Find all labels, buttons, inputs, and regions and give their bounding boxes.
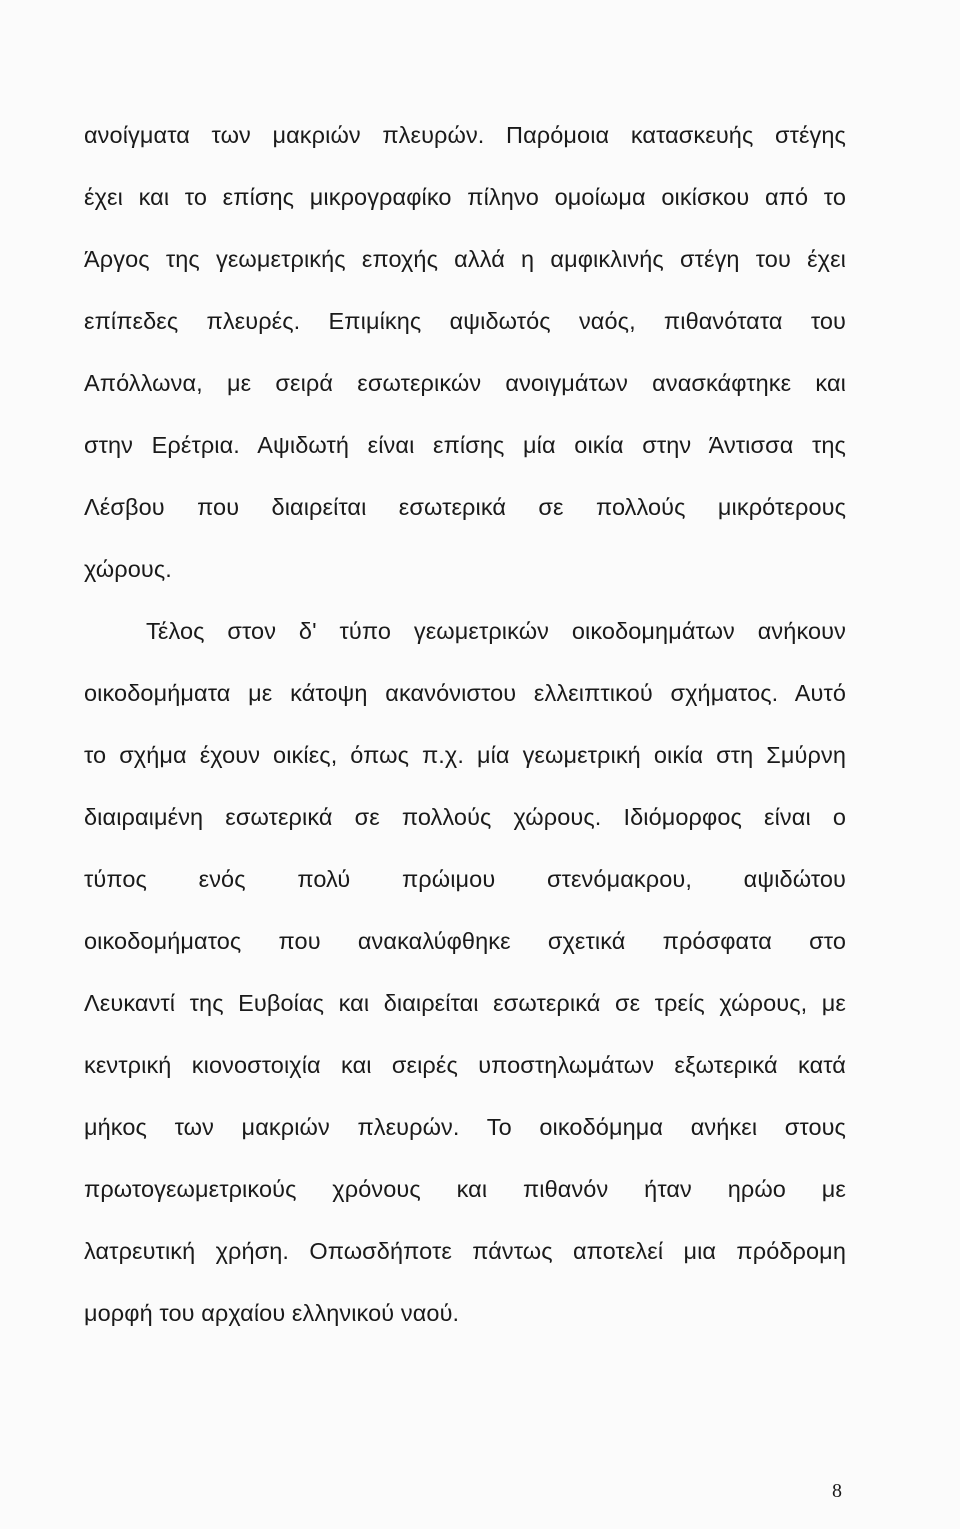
text-line: στην Ερέτρια. Αψιδωτή είναι επίσης μία οικία στην Άντισσα της [84,432,846,458]
paragraph-first-line: Τέλος στον δ' τύπο γεωμετρικών οικοδομημάτων ανήκουν [146,618,846,644]
text-line: κεντρική κιονοστοιχία και σειρές υποστηλωμάτων εξωτερικά κατά [84,1052,846,1078]
text-line: οικοδομήματα με κάτοψη ακανόνιστου ελλειπτικού σχήματος. Αυτό [84,680,846,706]
text-line: Λευκαντί της Ευβοίας και διαιρείται εσωτερικά σε τρείς χώρους, με [84,990,846,1016]
text-line: λατρευτική χρήση. Οπωσδήποτε πάντως αποτελεί μια πρόδρομη [84,1238,846,1264]
text-line: χώρους. [84,556,172,582]
text-line: το σχήμα έχουν οικίες, όπως π.χ. μία γεωμετρική οικία στη Σμύρνη [84,742,846,768]
text-line: Απόλλωνα, με σειρά εσωτερικών ανοιγμάτων ανασκάφτηκε και [84,370,846,396]
text-line: οικοδομήματος που ανακαλύφθηκε σχετικά πρόσφατα στο [84,928,846,954]
text-line: πρωτογεωμετρικούς χρόνους και πιθανόν ήταν ηρώο με [84,1176,846,1202]
text-line: τύπος ενός πολύ πρώιμου στενόμακρου, αψιδώτου [84,866,846,892]
body-text [84,112,846,1352]
text-line: επίπεδες πλευρές. Επιμίκης αψιδωτός ναός, πιθανότατα του [84,308,846,334]
text-line: Άργος της γεωμετρικής εποχής αλλά η αμφικλινής στέγη του έχει [84,246,846,272]
page-number: 8 [832,1480,842,1502]
text-line: μορφή του αρχαίου ελληνικού ναού. [84,1300,460,1326]
text-line: ανοίγματα των μακριών πλευρών. Παρόμοια κατασκευής στέγης [84,122,846,148]
text-line: διαιραιμένη εσωτερικά σε πολλούς χώρους. Ιδιόμορφος είναι ο [84,804,846,830]
text-line: μήκος των μακριών πλευρών. Το οικοδόμημα ανήκει στους [84,1114,846,1140]
text-line: Λέσβου που διαιρείται εσωτερικά σε πολλούς μικρότερους [84,494,846,520]
text-line: έχει και το επίσης μικρογραφίκο πίληνο ομοίωμα οικίσκου από το [84,184,846,210]
